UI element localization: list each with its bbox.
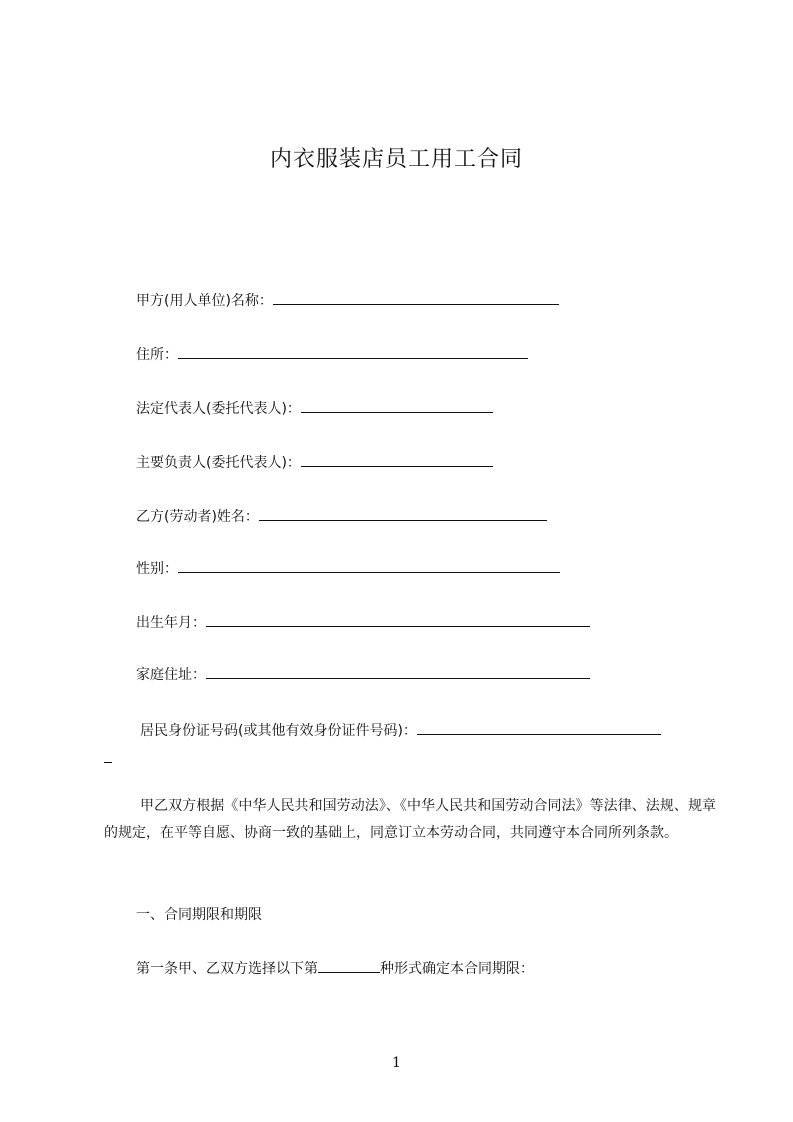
gender-row: [136, 558, 560, 579]
principal-row: [136, 452, 493, 473]
section1-heading: 一、合同期限和期限: [136, 907, 262, 923]
home-address-row: [136, 664, 590, 685]
home-address-blank: [206, 664, 590, 679]
article1-blank: [318, 958, 380, 973]
birth-row: [136, 612, 590, 633]
employee-name-label: 乙方(劳动者)姓名：: [136, 509, 259, 525]
article1-suffix: 种形式确定本合同期限：: [380, 961, 534, 977]
principal-label: 主要负责人(委托代表人)：: [136, 455, 301, 471]
article1-prefix: 第一条甲、乙双方选择以下第: [136, 961, 318, 977]
address-label: 住所：: [136, 347, 178, 363]
gender-blank: [178, 558, 560, 573]
address-row: [136, 344, 528, 365]
page-number: 1: [392, 1055, 401, 1071]
legal-rep-row: [136, 398, 493, 419]
intro-paragraph: 甲乙双方根据《中华人民共和国劳动法》、《中华人民共和国劳动合同法》等法律、法规、规章的规定，在平等自愿、协商一致的基础上，同意订立本劳动合同，共同遵守本合同所列条款。: [104, 798, 716, 841]
legal-rep-blank: [301, 398, 493, 413]
id-number-row: [140, 720, 661, 741]
id-number-label: 居民身份证号码(或其他有效身份证件号码)：: [140, 723, 417, 739]
article1-row: [136, 958, 534, 979]
id-number-blank: [417, 720, 661, 735]
birth-blank: [206, 612, 590, 627]
gender-label: 性别：: [136, 561, 178, 577]
address-blank: [178, 344, 528, 359]
employer-name-blank: [273, 290, 559, 305]
birth-label: 出生年月：: [136, 615, 206, 631]
employer-name-label: 甲方(用人单位)名称：: [136, 293, 273, 309]
employee-name-blank: [259, 506, 547, 521]
employee-name-row: [136, 506, 547, 527]
document-title: 内衣服装店员工用工合同: [269, 147, 523, 172]
home-address-label: 家庭住址：: [136, 667, 206, 683]
employer-name-row: [136, 290, 559, 311]
principal-blank: [301, 452, 493, 467]
id-number-blank-continuation: [104, 762, 112, 763]
legal-rep-label: 法定代表人(委托代表人)：: [136, 401, 301, 417]
